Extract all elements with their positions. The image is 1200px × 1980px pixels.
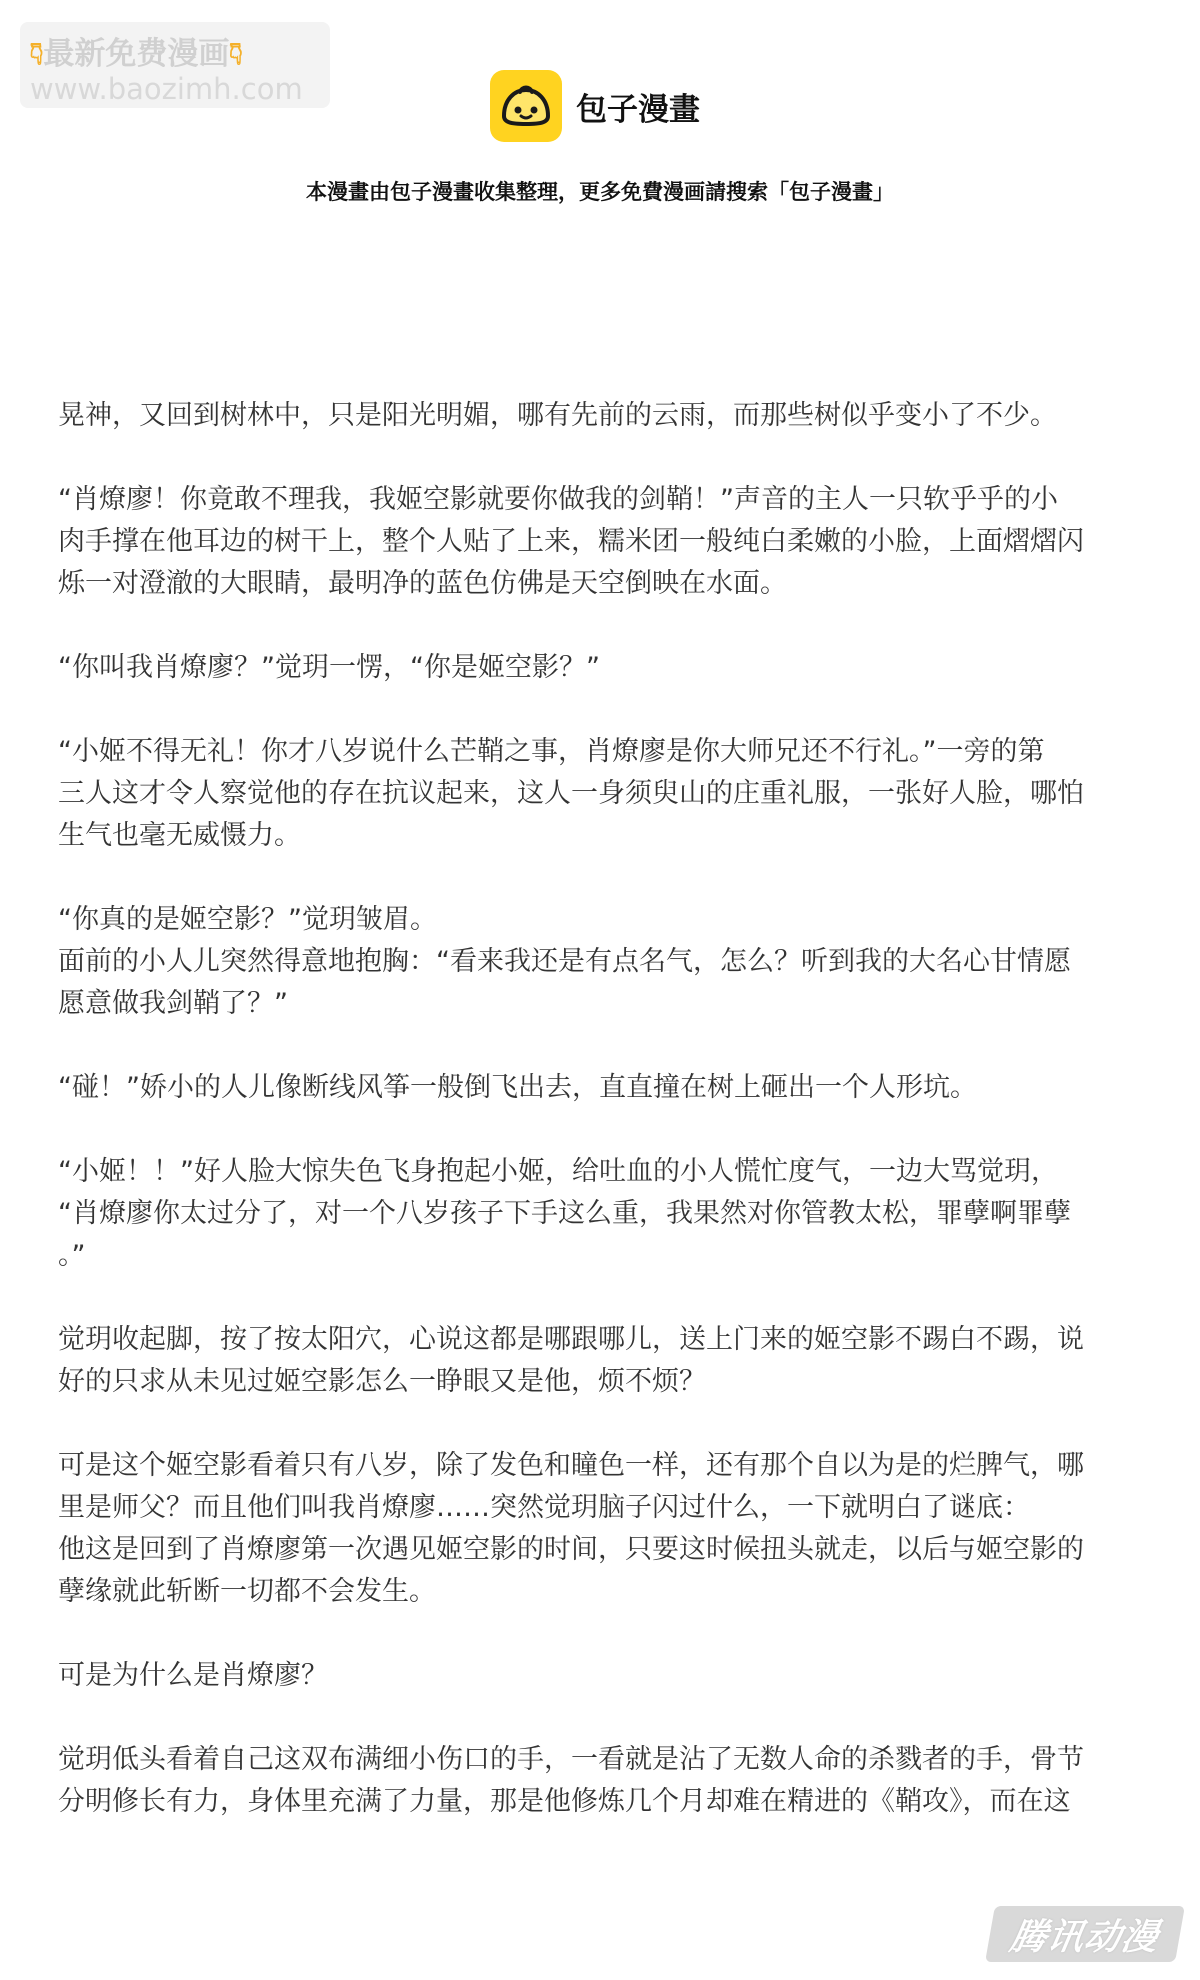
paragraph-gap (58, 1613, 1148, 1655)
corner-logo-text: 腾讯动漫 (1006, 1916, 1163, 1958)
paragraph-gap (58, 1277, 1148, 1319)
story-line: 愿意做我剑鞘了？” (58, 988, 288, 1019)
story-line: “你叫我肖燎廖？”觉玥一愣，“你是姬空影？” (58, 652, 600, 683)
story-paragraph (58, 647, 1148, 689)
source-notice: 本漫畫由包子漫畫收集整理，更多免費漫画請搜索「包子漫畫」 (306, 180, 894, 204)
story-line: “你真的是姬空影？”觉玥皱眉。 (58, 904, 437, 935)
story-line: “小姬不得无礼！你才八岁说什么芒鞘之事，肖燎廖是你大师兄还不行礼。”一旁的第 (58, 736, 1045, 767)
story-paragraph (58, 731, 1148, 857)
story-line: “肖燎廖你太过分了，对一个八岁孩子下手这么重，我果然对你管教太松，罪孽啊罪孽 (58, 1198, 1071, 1229)
story-line: “碰！”娇小的人儿像断线风筝一般倒飞出去，直直撞在树上砸出一个人形坑。 (58, 1072, 977, 1103)
pointing-down-hand-icon: 👇︎ (229, 36, 243, 72)
story-paragraph (58, 1067, 1148, 1109)
story-paragraph (58, 395, 1148, 437)
watermark-url: www.baozimh.com (30, 72, 303, 106)
paragraph-gap (58, 689, 1148, 731)
story-line: 分明修长有力，身体里充满了力量，那是他修炼几个月却难在精进的《鞘攻》，而在这 (58, 1786, 1071, 1817)
paragraph-gap (58, 857, 1148, 899)
story-paragraph (58, 1151, 1148, 1277)
story-line: 好的只求从未见过姬空影怎么一睁眼又是他，烦不烦？ (58, 1366, 706, 1397)
paragraph-gap (58, 1025, 1148, 1067)
paragraph-gap (58, 1403, 1148, 1445)
story-line: 。” (58, 1240, 86, 1271)
pointing-down-hand-icon: 👇︎ (30, 36, 44, 72)
story-line: 烁一对澄澈的大眼睛，最明净的蓝色仿佛是天空倒映在水面。 (58, 568, 787, 599)
story-paragraph (58, 1655, 1148, 1697)
paragraph-gap (58, 437, 1148, 479)
watermark-title (30, 28, 243, 73)
story-line: 觉玥低头看着自己这双布满细小伤口的手，一看就是沾了无数人命的杀戮者的手，骨节 (58, 1744, 1084, 1775)
story-paragraph (58, 1445, 1148, 1613)
story-line: 可是这个姬空影看着只有八岁，除了发色和瞳色一样，还有那个自以为是的烂脾气，哪 (58, 1450, 1084, 1481)
paragraph-gap (58, 1697, 1148, 1739)
story-paragraph (58, 1319, 1148, 1403)
story-line: 晃神，又回到树林中，只是阳光明媚，哪有先前的云雨，而那些树似乎变小了不少。 (58, 400, 1057, 431)
brand-header (490, 70, 700, 142)
story-line: 生气也毫无威慑力。 (58, 820, 301, 851)
story-text (58, 395, 1148, 1823)
site-watermark (20, 22, 330, 108)
story-line: 面前的小人儿突然得意地抱胸：“看来我还是有点名气，怎么？听到我的大名心甘情愿 (58, 946, 1071, 977)
corner-watermark-logo (985, 1906, 1185, 1962)
story-line: 觉玥收起脚，按了按太阳穴，心说这都是哪跟哪儿，送上门来的姬空影不踢白不踢，说 (58, 1324, 1084, 1355)
story-line: 可是为什么是肖燎廖？ (58, 1660, 328, 1691)
story-line: 肉手撑在他耳边的树干上，整个人贴了上来，糯米团一般纯白柔嫩的小脸，上面熠熠闪 (58, 526, 1084, 557)
story-paragraph (58, 899, 1148, 1025)
story-line: 他这是回到了肖燎廖第一次遇见姬空影的时间，只要这时候扭头就走，以后与姬空影的 (58, 1534, 1084, 1565)
paragraph-gap (58, 1109, 1148, 1151)
story-line: “肖燎廖！你竟敢不理我，我姬空影就要你做我的剑鞘！”声音的主人一只软乎乎的小 (58, 484, 1058, 515)
story-line: 三人这才令人察觉他的存在抗议起来，这人一身须臾山的庄重礼服，一张好人脸，哪怕 (58, 778, 1084, 809)
watermark-line1: 最新免费漫画 (43, 36, 230, 72)
paragraph-gap (58, 605, 1148, 647)
story-paragraph (58, 1739, 1148, 1823)
story-line: 孽缘就此斩断一切都不会发生。 (58, 1576, 436, 1607)
story-paragraph (58, 479, 1148, 605)
brand-name: 包子漫畫 (576, 91, 700, 128)
story-line: 里是师父？而且他们叫我肖燎廖……突然觉玥脑子闪过什么，一下就明白了谜底： (58, 1492, 1030, 1523)
story-line: “小姬！！”好人脸大惊失色飞身抱起小姬，给吐血的小人慌忙度气，一边大骂觉玥， (58, 1156, 1058, 1187)
bun-mascot-icon (490, 70, 562, 142)
